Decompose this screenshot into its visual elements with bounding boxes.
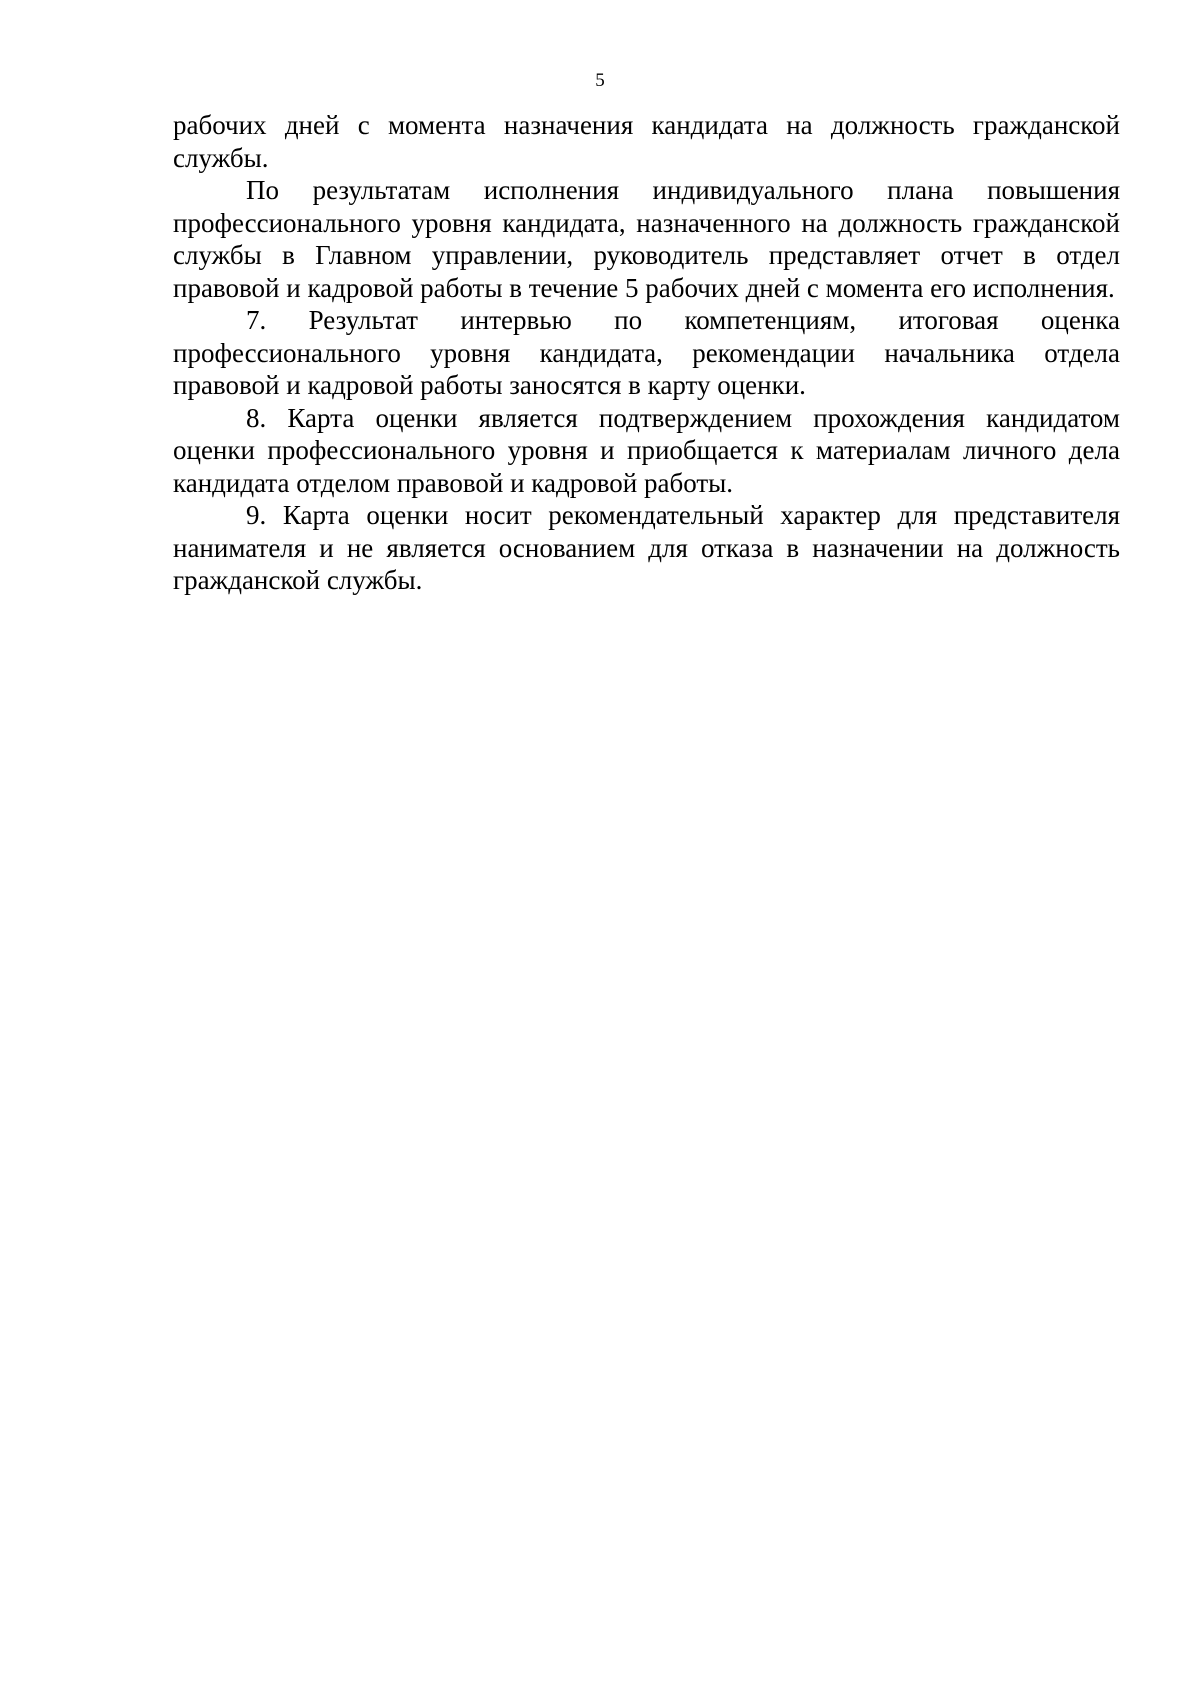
paragraph-individual-plan-report: По результатам исполнения индивидуального плана повышения профессионального уровня кандидата, назначенного на должность гражданской службы в Главном управлении, руководитель представляет отчет в отдел правовой и кадровой работы в течение 5 рабочих дней с момента его исполнения. bbox=[173, 175, 1120, 303]
paragraph-item-7: 7. Результат интервью по компетенциям, итоговая оценка профессионального уровня кандидата, рекомендации начальника отдела правовой и кадровой работы заносятся в карту оценки. bbox=[173, 305, 1120, 400]
document-body bbox=[173, 109, 1120, 597]
paragraph-item-9: 9. Карта оценки носит рекомендательный характер для представителя нанимателя и не является основанием для отказа в назначении на должность гражданской службы. bbox=[173, 500, 1120, 595]
page-number: 5 bbox=[595, 70, 605, 91]
paragraph-continuation: рабочих дней с момента назначения кандидата на должность гражданской службы. bbox=[173, 110, 1120, 173]
paragraph-item-8: 8. Карта оценки является подтверждением прохождения кандидатом оценки профессионального уровня и приобщается к материалам личного дела кандидата отделом правовой и кадровой работы. bbox=[173, 402, 1120, 498]
